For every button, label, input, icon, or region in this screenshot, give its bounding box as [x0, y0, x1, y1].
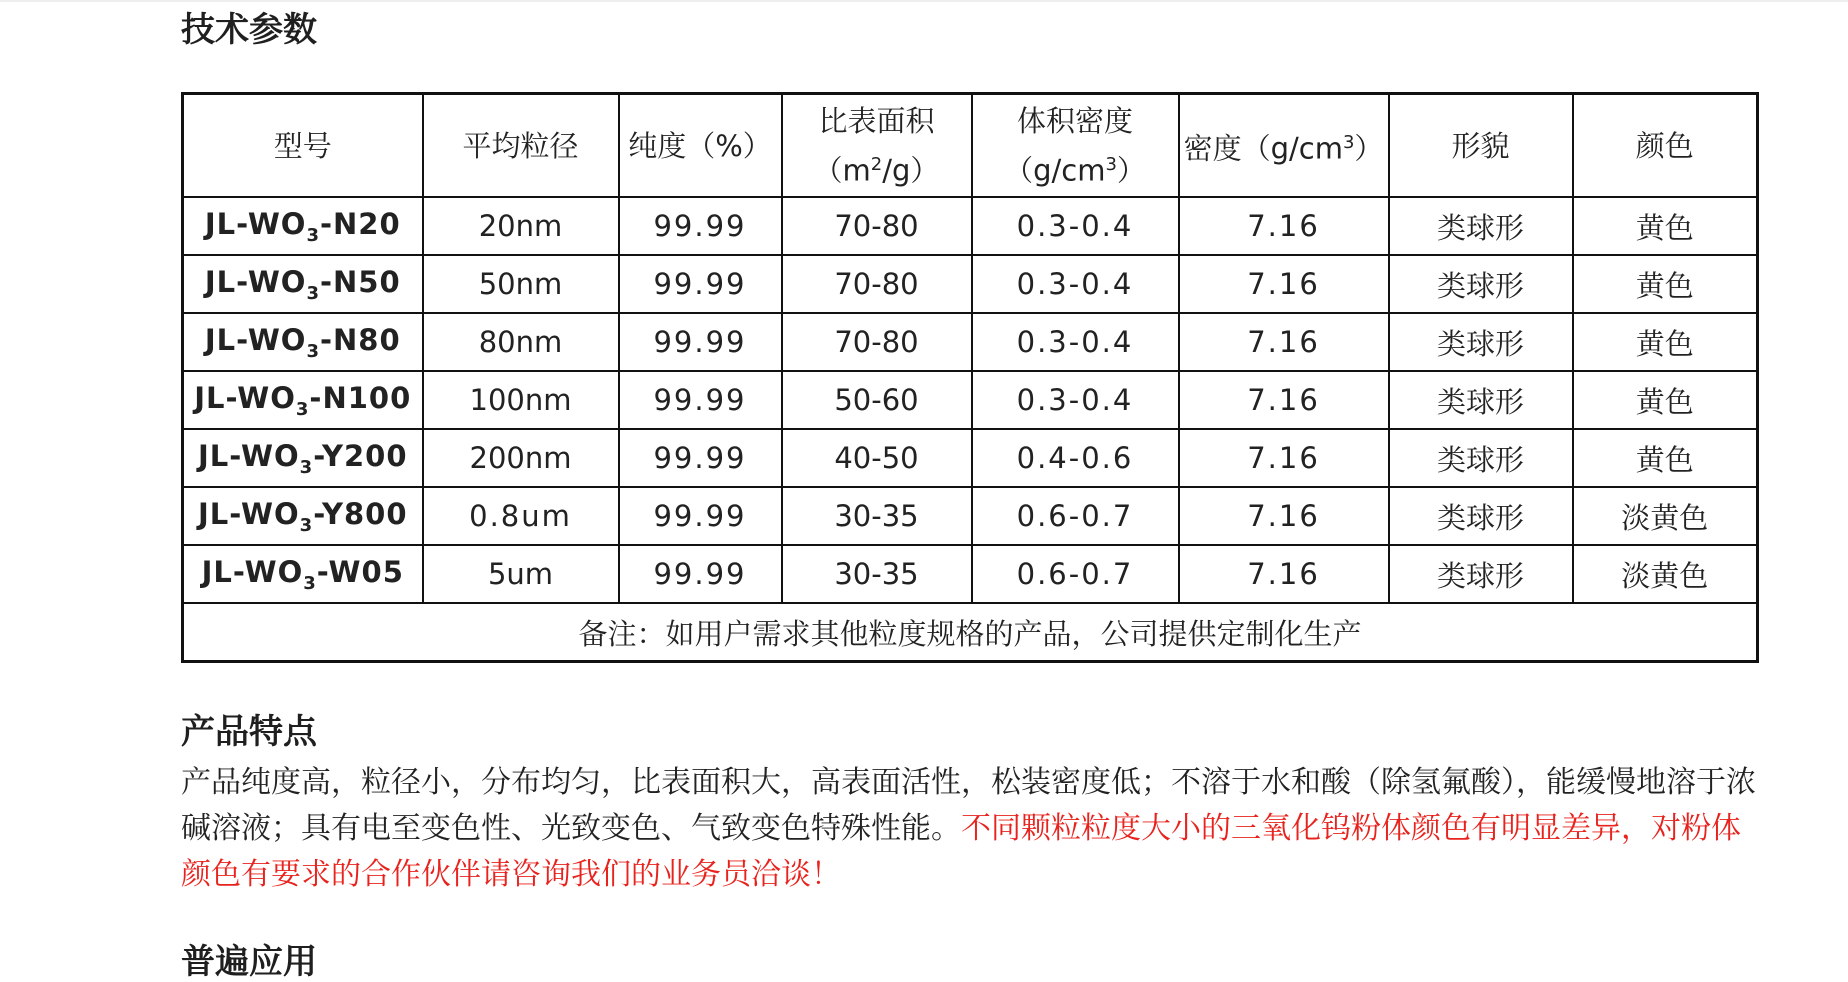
top-divider	[0, 0, 1848, 2]
cell-color: 黄色	[1573, 371, 1758, 429]
cell-model: $JL-WO_3-Y200$	[183, 429, 423, 487]
table-row	[183, 313, 1758, 371]
table-row	[183, 429, 1758, 487]
cell-bulk-density: 0.3-0.4	[972, 197, 1179, 255]
cell-color: 淡黄色	[1573, 487, 1758, 545]
cell-shape: 类球形	[1389, 197, 1573, 255]
cell-color: 黄色	[1573, 313, 1758, 371]
table-row	[183, 197, 1758, 255]
cell-size: 80nm	[423, 313, 619, 371]
cell-color: 黄色	[1573, 429, 1758, 487]
cell-shape: 类球形	[1389, 313, 1573, 371]
cell-density: 7.16	[1179, 313, 1389, 371]
cell-model: $JL-WO_3-W05$	[183, 545, 423, 603]
cell-density: 7.16	[1179, 371, 1389, 429]
cell-bulk-density: 0.3-0.4	[972, 371, 1179, 429]
section-title-applications: 普遍应用	[181, 942, 317, 982]
table-header-row	[183, 94, 1758, 198]
cell-density: 7.16	[1179, 429, 1389, 487]
cell-ssa: 40-50	[782, 429, 972, 487]
cell-purity: 99.99	[619, 487, 782, 545]
cell-bulk-density: 0.3-0.4	[972, 313, 1179, 371]
cell-color: 黄色	[1573, 255, 1758, 313]
cell-ssa: 70-80	[782, 313, 972, 371]
cell-ssa: 30-35	[782, 487, 972, 545]
cell-ssa: 30-35	[782, 545, 972, 603]
header-size: 平均粒径	[423, 94, 619, 198]
cell-shape: 类球形	[1389, 371, 1573, 429]
table-note: 备注：如用户需求其他粒度规格的产品，公司提供定制化生产	[183, 603, 1758, 662]
cell-ssa: 70-80	[782, 197, 972, 255]
header-bulk-density: 体积密度 $(g/cm^3)$	[972, 94, 1179, 198]
header-color: 颜色	[1573, 94, 1758, 198]
cell-size: 20nm	[423, 197, 619, 255]
cell-purity: 99.99	[619, 197, 782, 255]
cell-color: 淡黄色	[1573, 545, 1758, 603]
cell-shape: 类球形	[1389, 545, 1573, 603]
table-row	[183, 255, 1758, 313]
cell-ssa: 70-80	[782, 255, 972, 313]
table-row	[183, 545, 1758, 603]
header-model: 型号	[183, 94, 423, 198]
cell-ssa: 50-60	[782, 371, 972, 429]
cell-size: 0.8um	[423, 487, 619, 545]
cell-shape: 类球形	[1389, 255, 1573, 313]
cell-bulk-density: 0.6-0.7	[972, 545, 1179, 603]
table-note-row	[183, 603, 1758, 662]
cell-purity: 99.99	[619, 429, 782, 487]
features-highlight: 不同颗粒粒度大小的三氧化钨粉体颜色有明显差异，对粉体颜色有要求的合作伙伴请咨询我们的业务员洽谈！	[181, 811, 1741, 892]
cell-size: 100nm	[423, 371, 619, 429]
cell-shape: 类球形	[1389, 487, 1573, 545]
cell-density: 7.16	[1179, 487, 1389, 545]
cell-shape: 类球形	[1389, 429, 1573, 487]
header-density: 密度$(g/cm^3)$	[1179, 94, 1389, 198]
cell-purity: 99.99	[619, 313, 782, 371]
cell-purity: 99.99	[619, 255, 782, 313]
cell-model: $JL-WO_3-N100$	[183, 371, 423, 429]
cell-size: 200nm	[423, 429, 619, 487]
header-ssa: 比表面积 $(m^2/g)$	[782, 94, 972, 198]
cell-bulk-density: 0.3-0.4	[972, 255, 1179, 313]
cell-bulk-density: 0.4-0.6	[972, 429, 1179, 487]
cell-size: 50nm	[423, 255, 619, 313]
section-title-tech-params: 技术参数	[181, 10, 317, 50]
header-purity: 纯度（%）	[619, 94, 782, 198]
cell-size: 5um	[423, 545, 619, 603]
cell-model: $JL-WO_3-N80$	[183, 313, 423, 371]
cell-purity: 99.99	[619, 545, 782, 603]
cell-density: 7.16	[1179, 197, 1389, 255]
spec-table	[181, 92, 1759, 663]
table-row	[183, 487, 1758, 545]
cell-color: 黄色	[1573, 197, 1758, 255]
cell-model: $JL-WO_3-N20$	[183, 197, 423, 255]
cell-density: 7.16	[1179, 545, 1389, 603]
features-text: 产品纯度高，粒径小，分布均匀，比表面积大，高表面活性，松装密度低；不溶于水和酸（除氢氟酸），能缓慢地溶于浓碱溶液；具有电至变色性、光致变色、气致变色特殊性能。	[181, 765, 1756, 846]
cell-purity: 99.99	[619, 371, 782, 429]
header-shape: 形貌	[1389, 94, 1573, 198]
cell-model: $JL-WO_3-Y800$	[183, 487, 423, 545]
cell-bulk-density: 0.6-0.7	[972, 487, 1179, 545]
section-title-features: 产品特点	[181, 712, 317, 752]
features-paragraph	[181, 760, 1756, 898]
cell-density: 7.16	[1179, 255, 1389, 313]
table-row	[183, 371, 1758, 429]
cell-model: $JL-WO_3-N50$	[183, 255, 423, 313]
